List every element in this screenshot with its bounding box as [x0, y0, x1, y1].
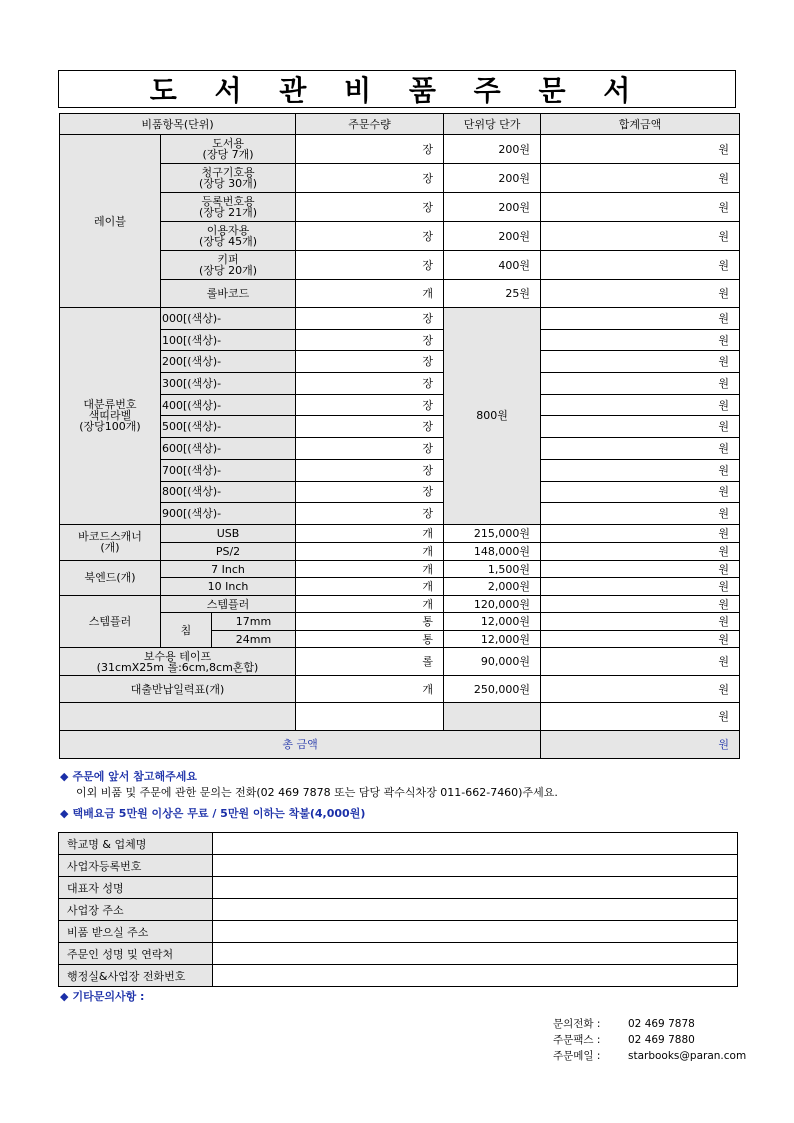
total-cell[interactable]: 원 — [541, 373, 740, 395]
total-cell[interactable]: 원 — [541, 630, 740, 648]
color-item: 700[(색상)- — [161, 459, 296, 481]
notice-1 — [60, 768, 558, 800]
tape-item — [60, 648, 296, 676]
qty-cell[interactable]: 장 — [296, 164, 444, 193]
info-row — [59, 943, 738, 965]
table-row — [60, 416, 740, 438]
unit-price: 12,000원 — [444, 630, 541, 648]
unit-price: 12,000원 — [444, 613, 541, 631]
info-row — [59, 965, 738, 987]
item-name: 보수용 테이프 — [143, 649, 212, 663]
qty-cell[interactable]: 장 — [296, 308, 444, 330]
table-row — [60, 459, 740, 481]
label-item — [161, 251, 296, 280]
header-total: 합계금액 — [541, 114, 740, 135]
total-cell[interactable]: 원 — [541, 280, 740, 308]
total-cell[interactable]: 원 — [541, 308, 740, 330]
total-cell[interactable]: 원 — [541, 595, 740, 613]
info-row — [59, 921, 738, 943]
item-name: 청구기호용 — [201, 166, 255, 179]
order-table — [59, 113, 740, 759]
info-input[interactable] — [213, 965, 738, 987]
qty-cell[interactable]: 장 — [296, 394, 444, 416]
table-row — [60, 524, 740, 542]
color-item: 400[(색상)- — [161, 394, 296, 416]
info-input[interactable] — [213, 943, 738, 965]
other-inquiry — [60, 988, 144, 1004]
qty-cell[interactable]: 장 — [296, 222, 444, 251]
table-row — [60, 731, 740, 759]
info-row — [59, 855, 738, 877]
scanner-item: USB — [161, 524, 296, 542]
unit-price: 400원 — [444, 251, 541, 280]
total-cell[interactable]: 원 — [541, 560, 740, 578]
table-row — [60, 164, 740, 193]
unit-price: 1,500원 — [444, 560, 541, 578]
qty-cell[interactable]: 장 — [296, 503, 444, 525]
empty-qty[interactable] — [296, 703, 444, 731]
needle-item: 24mm — [212, 630, 296, 648]
total-cell[interactable]: 원 — [541, 351, 740, 373]
info-row — [59, 899, 738, 921]
label-item: 롤바코드 — [161, 280, 296, 308]
table-row — [60, 193, 740, 222]
table-row — [60, 542, 740, 560]
table-row — [60, 648, 740, 676]
table-row — [60, 503, 740, 525]
total-cell[interactable]: 원 — [541, 613, 740, 631]
item-name: 도서용 — [212, 137, 244, 150]
unit-price: 200원 — [444, 222, 541, 251]
total-cell[interactable]: 원 — [541, 135, 740, 164]
total-cell[interactable]: 원 — [541, 438, 740, 460]
qty-cell[interactable]: 장 — [296, 193, 444, 222]
label-item — [161, 164, 296, 193]
group-stapler: 스템플러 — [60, 595, 161, 648]
item-sub: (장당 45개) — [199, 235, 257, 248]
grand-total-label: 총 금액 — [60, 731, 541, 759]
total-cell[interactable]: 원 — [541, 416, 740, 438]
notice-1-title: 주문에 앞서 참고해주세요 — [72, 770, 198, 783]
info-label: 주문인 성명 및 연락처 — [59, 943, 213, 965]
total-cell[interactable]: 원 — [541, 251, 740, 280]
unit-price: 800원 — [444, 308, 541, 525]
group-bookend: 북엔드(개) — [60, 560, 161, 595]
info-input[interactable] — [213, 877, 738, 899]
item-sub: (장당 21개) — [199, 206, 257, 219]
table-row — [60, 329, 740, 351]
total-cell[interactable]: 원 — [541, 503, 740, 525]
info-label: 사업자등록번호 — [59, 855, 213, 877]
qty-cell[interactable]: 롤 — [296, 648, 444, 676]
total-cell[interactable]: 원 — [541, 676, 740, 703]
scanner-item: PS/2 — [161, 542, 296, 560]
table-row — [60, 280, 740, 308]
other-inquiry-label: 기타문의사항 : — [72, 990, 145, 1003]
info-label: 학교명 & 업체명 — [59, 833, 213, 855]
label-item — [161, 193, 296, 222]
total-cell[interactable]: 원 — [541, 648, 740, 676]
info-input[interactable] — [213, 899, 738, 921]
slip-item: 대출반납일력표(개) — [60, 676, 296, 703]
info-row — [59, 877, 738, 899]
qty-cell[interactable]: 장 — [296, 459, 444, 481]
table-header-row — [60, 114, 740, 135]
table-row — [60, 676, 740, 703]
total-cell[interactable]: 원 — [541, 524, 740, 542]
color-item: 100[(색상)- — [161, 329, 296, 351]
contact-block — [553, 1016, 746, 1064]
color-item: 000[(색상)- — [161, 308, 296, 330]
unit-price: 200원 — [444, 164, 541, 193]
total-cell[interactable]: 원 — [541, 164, 740, 193]
info-input[interactable] — [213, 855, 738, 877]
item-name: 키퍼 — [217, 253, 239, 266]
unit-price: 200원 — [444, 135, 541, 164]
table-row — [60, 308, 740, 330]
contact-value: starbooks@paran.com — [628, 1050, 747, 1062]
item-name: 등록번호용 — [201, 195, 255, 208]
qty-cell[interactable]: 장 — [296, 481, 444, 503]
table-row — [60, 578, 740, 596]
qty-cell[interactable]: 통 — [296, 613, 444, 631]
contact-key: 주문팩스 : — [553, 1034, 601, 1046]
total-cell[interactable]: 원 — [541, 459, 740, 481]
table-row — [60, 560, 740, 578]
total-cell[interactable]: 원 — [541, 542, 740, 560]
contact-key: 문의전화 : — [553, 1018, 601, 1030]
header-qty: 주문수량 — [296, 114, 444, 135]
total-cell[interactable]: 원 — [541, 222, 740, 251]
qty-cell[interactable]: 개 — [296, 280, 444, 308]
label-item — [161, 222, 296, 251]
qty-cell[interactable]: 개 — [296, 542, 444, 560]
diamond-icon: ◆ — [60, 807, 69, 820]
page-title: 도 서 관 비 품 주 문 서 — [58, 70, 736, 108]
qty-cell[interactable]: 장 — [296, 251, 444, 280]
info-table — [58, 832, 738, 987]
qty-cell[interactable]: 장 — [296, 351, 444, 373]
diamond-icon: ◆ — [60, 990, 69, 1003]
table-row — [60, 394, 740, 416]
unit-price: 2,000원 — [444, 578, 541, 596]
unit-price: 200원 — [444, 193, 541, 222]
color-item: 200[(색상)- — [161, 351, 296, 373]
group-label: 레이블 — [60, 135, 161, 308]
qty-cell[interactable]: 개 — [296, 560, 444, 578]
contact-value: 02 469 7878 — [628, 1018, 695, 1030]
table-row — [60, 481, 740, 503]
table-row — [60, 135, 740, 164]
info-label: 대표자 성명 — [59, 877, 213, 899]
qty-cell[interactable]: 개 — [296, 524, 444, 542]
info-label: 비품 받으실 주소 — [59, 921, 213, 943]
total-cell[interactable]: 원 — [541, 481, 740, 503]
info-row — [59, 833, 738, 855]
qty-cell[interactable]: 장 — [296, 438, 444, 460]
contact-value: 02 469 7880 — [628, 1034, 695, 1046]
table-row — [60, 373, 740, 395]
color-item: 600[(색상)- — [161, 438, 296, 460]
total-cell[interactable]: 원 — [541, 394, 740, 416]
item-name: 이용자용 — [206, 224, 250, 237]
color-item: 800[(색상)- — [161, 481, 296, 503]
qty-cell[interactable]: 장 — [296, 373, 444, 395]
group-name: 대분류번호 색띠라벨 (장당100개) — [79, 398, 141, 434]
notice-1-text: 이외 비품 및 주문에 관한 문의는 전화(02 469 7878 또는 담당 곽수식차장 011-662-7460)주세요. — [76, 786, 558, 799]
unit-price: 250,000원 — [444, 676, 541, 703]
qty-cell[interactable]: 개 — [296, 595, 444, 613]
unit-price: 25원 — [444, 280, 541, 308]
qty-cell[interactable]: 개 — [296, 578, 444, 596]
info-input[interactable] — [213, 833, 738, 855]
contact-row — [553, 1048, 746, 1064]
info-label: 사업장 주소 — [59, 899, 213, 921]
table-row — [60, 613, 740, 631]
qty-cell[interactable]: 통 — [296, 630, 444, 648]
qty-cell[interactable]: 장 — [296, 329, 444, 351]
qty-cell[interactable]: 개 — [296, 676, 444, 703]
color-item: 900[(색상)- — [161, 503, 296, 525]
total-cell[interactable]: 원 — [541, 193, 740, 222]
group-name: 바코드스캐너 (개) — [78, 530, 142, 555]
stapler-item: 스템플러 — [161, 595, 296, 613]
table-row — [60, 351, 740, 373]
qty-cell[interactable]: 장 — [296, 416, 444, 438]
unit-price: 90,000원 — [444, 648, 541, 676]
contact-row — [553, 1016, 746, 1032]
grand-total-value[interactable]: 원 — [541, 731, 740, 759]
table-row — [60, 703, 740, 731]
item-sub: (장당 20개) — [199, 264, 257, 277]
bookend-item: 7 Inch — [161, 560, 296, 578]
needle-item: 17mm — [212, 613, 296, 631]
info-label: 행정실&사업장 전화번호 — [59, 965, 213, 987]
table-row — [60, 438, 740, 460]
contact-row — [553, 1032, 746, 1048]
diamond-icon: ◆ — [60, 770, 69, 783]
empty-item[interactable] — [60, 703, 296, 731]
item-sub: (장당 7개) — [202, 148, 254, 161]
table-row — [60, 251, 740, 280]
unit-price: 148,000원 — [444, 542, 541, 560]
total-cell[interactable]: 원 — [541, 703, 740, 731]
table-row — [60, 595, 740, 613]
table-row — [60, 222, 740, 251]
needle-label: 침 — [161, 613, 212, 648]
notice-2-text: 택배요금 5만원 이상은 무료 / 5만원 이하는 착불(4,000원) — [72, 807, 366, 820]
qty-cell[interactable]: 장 — [296, 135, 444, 164]
total-cell[interactable]: 원 — [541, 578, 740, 596]
group-color-label — [60, 308, 161, 525]
color-item: 300[(색상)- — [161, 373, 296, 395]
total-cell[interactable]: 원 — [541, 329, 740, 351]
empty-price[interactable] — [444, 703, 541, 731]
notice-2 — [60, 805, 365, 821]
info-input[interactable] — [213, 921, 738, 943]
group-scanner — [60, 524, 161, 560]
unit-price: 120,000원 — [444, 595, 541, 613]
contact-key: 주문메일 : — [553, 1050, 601, 1062]
bookend-item: 10 Inch — [161, 578, 296, 596]
color-item: 500[(색상)- — [161, 416, 296, 438]
header-unit-price: 단위당 단가 — [444, 114, 541, 135]
label-item — [161, 135, 296, 164]
unit-price: 215,000원 — [444, 524, 541, 542]
item-sub: (31cmX25m 롤:6cm,8cm혼합) — [96, 660, 259, 674]
item-sub: (장당 30개) — [199, 177, 257, 190]
header-item: 비품항목(단위) — [60, 114, 296, 135]
